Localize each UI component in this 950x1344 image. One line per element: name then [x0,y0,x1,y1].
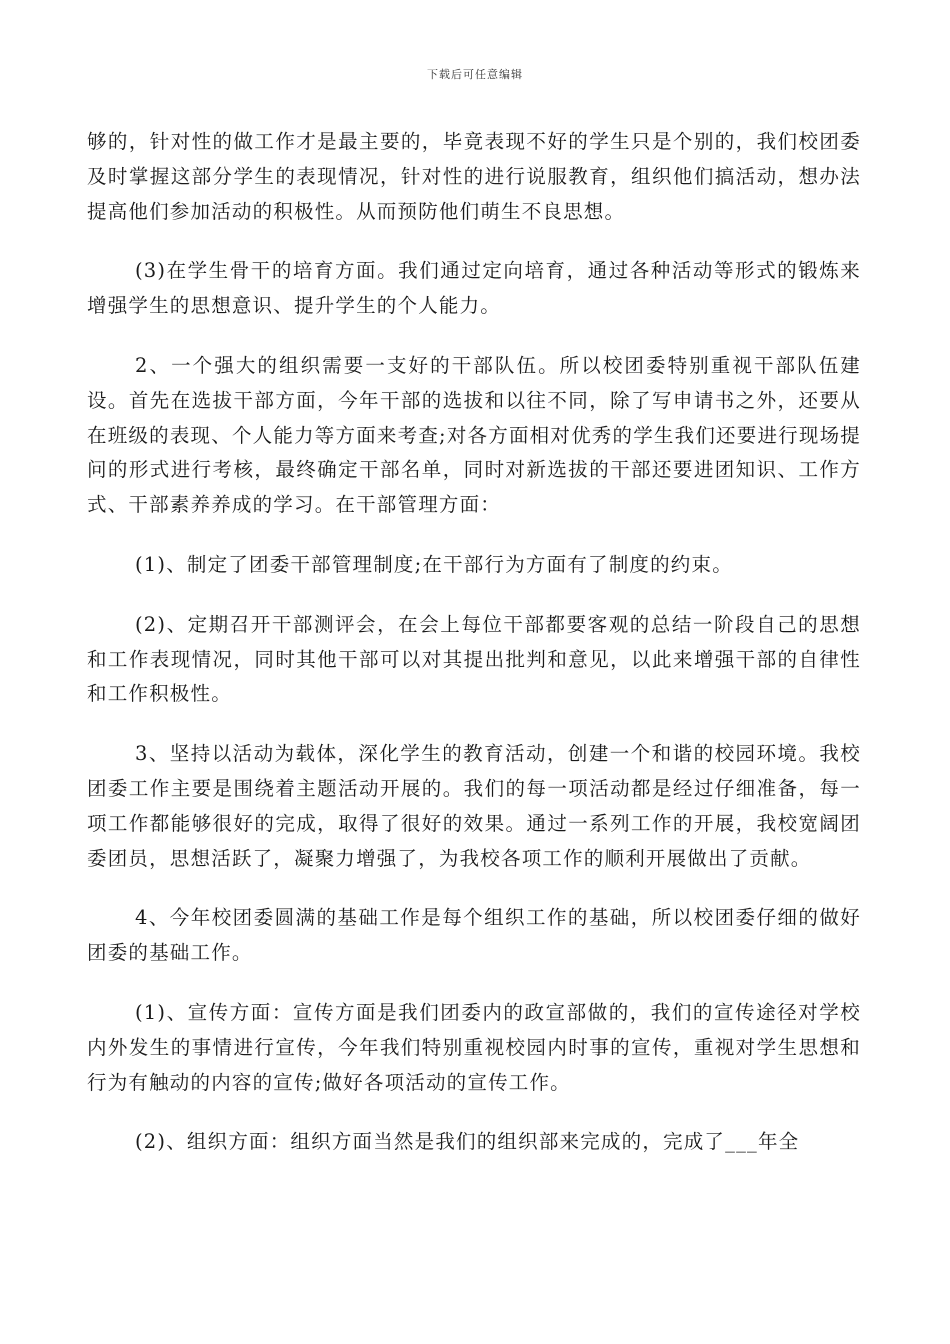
paragraph: 3、坚持以活动为载体，深化学生的教育活动，创建一个和谐的校园环境。我校团委工作主要是围绕着主题活动开展的。我们的每一项活动都是经过仔细准备，每一项工作都能够很好的完成，取得了很好的效果。通过一系列工作的开展，我校宽阔团委团员，思想活跃了，凝聚力增强了，为我校各项工作的顺利开展做出了贡献。 [87,742,861,870]
paragraph: (2)、组织方面：组织方面当然是我们的组织部来完成的，完成了___年全 [135,1130,800,1154]
paragraph: (3)在学生骨干的培育方面。我们通过定向培育，通过各种活动等形式的锻炼来增强学生的思想意识、提升学生的个人能力。 [87,259,861,318]
page-header: 下载后可任意编辑 [427,68,523,81]
paragraph: (1)、宣传方面：宣传方面是我们团委内的政宣部做的，我们的宣传途径对学校内外发生的事情进行宣传，今年我们特别重视校园内时事的宣传，重视对学生思想和行为有触动的内容的宣传;做好各项活动的宣传工作。 [87,1000,861,1094]
paragraph: (1)、制定了团委干部管理制度;在干部行为方面有了制度的约束。 [135,552,733,576]
document-body [87,125,861,1185]
paragraph: 2、一个强大的组织需要一支好的干部队伍。所以校团委特别重视干部队伍建设。首先在选拔干部方面，今年干部的选拔和以往不同，除了写申请书之外，还要从在班级的表现、个人能力等方面来考查;对各方面相对优秀的学生我们还要进行现场提问的形式进行考核，最终确定干部名单，同时对新选拔的干部还要进团知识、工作方式、干部素养养成的学习。在干部管理方面： [87,353,861,517]
paragraph: 4、今年校团委圆满的基础工作是每个组织工作的基础，所以校团委仔细的做好团委的基础工作。 [87,906,861,965]
paragraph: (2)、定期召开干部测评会，在会上每位干部都要客观的总结一阶段自己的思想和工作表现情况，同时其他干部可以对其提出批判和意见，以此来增强干部的自律性和工作积极性。 [87,612,861,706]
paragraph: 够的，针对性的做工作才是最主要的，毕竟表现不好的学生只是个别的，我们校团委及时掌握这部分学生的表现情况，针对性的进行说服教育，组织他们搞活动，想办法提高他们参加活动的积极性。从而预防他们萌生不良思想。 [87,130,861,223]
